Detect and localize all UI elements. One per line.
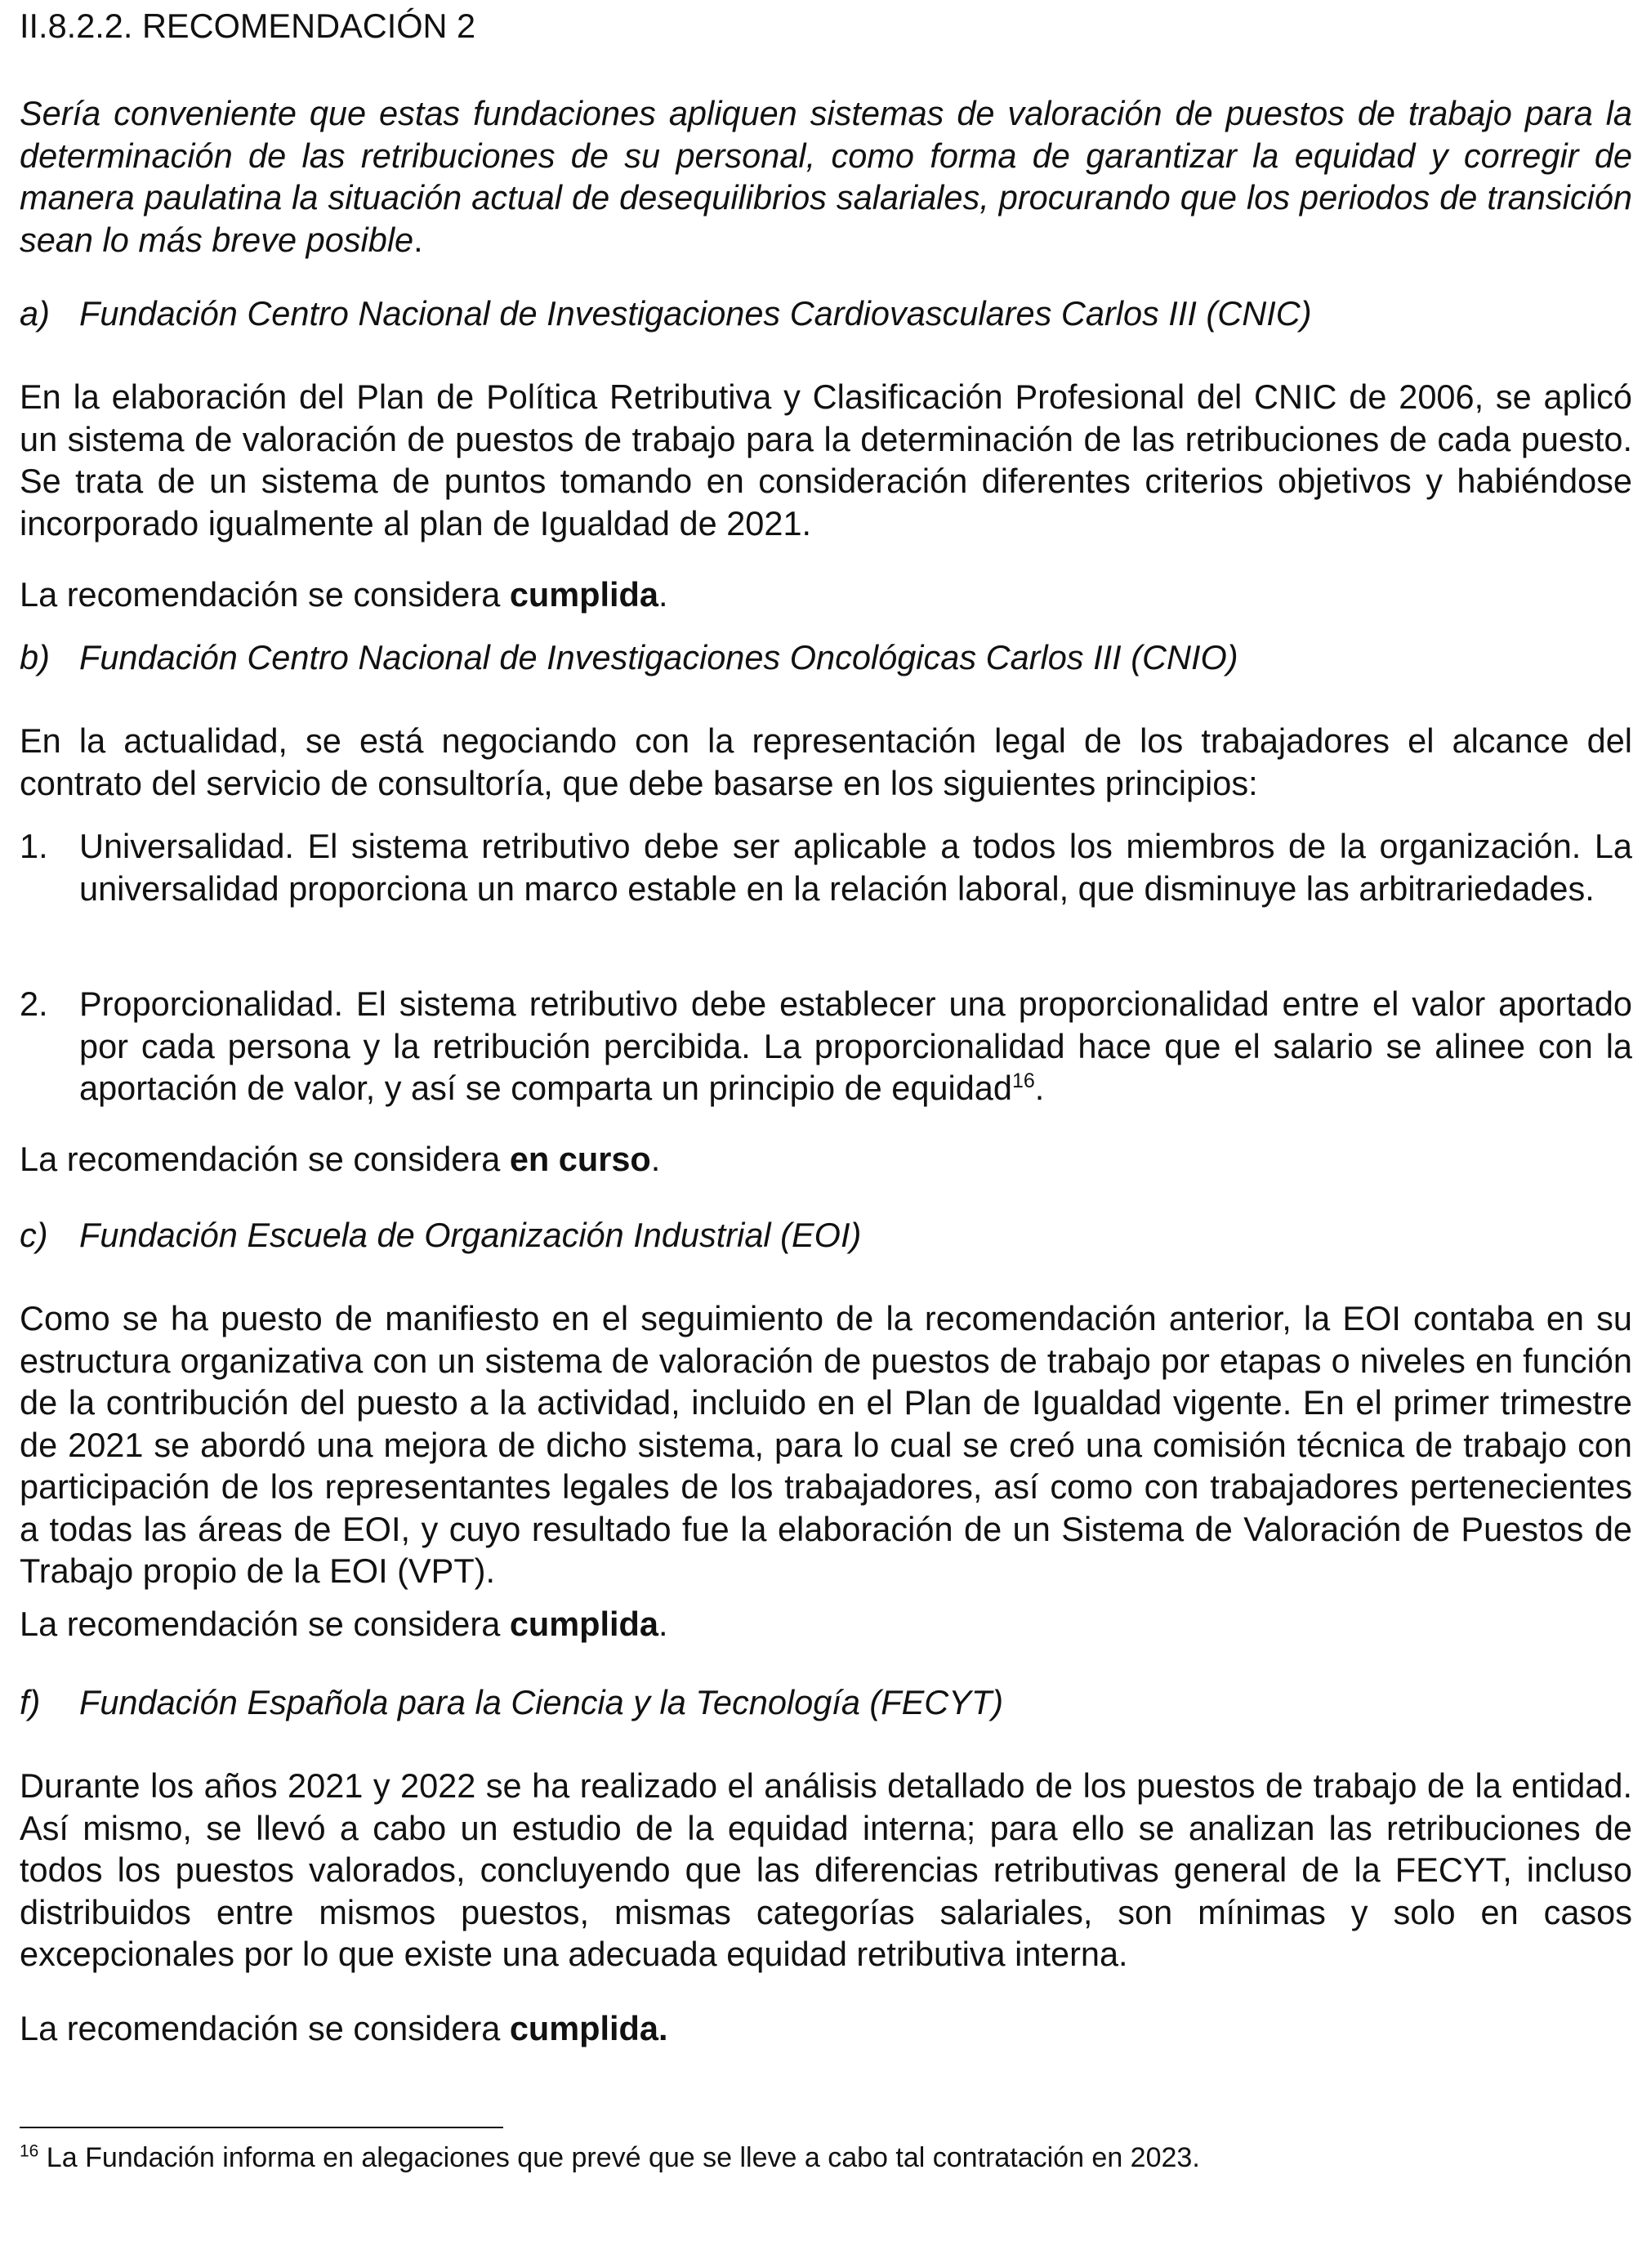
status-prefix: La recomendación se considera bbox=[20, 1140, 510, 1178]
status-prefix: La recomendación se considera bbox=[20, 1605, 510, 1643]
section-f-heading bbox=[20, 1681, 1632, 1724]
section-c-letter: c) bbox=[20, 1216, 48, 1254]
status-prefix: La recomendación se considera bbox=[20, 2009, 510, 2047]
status-value: cumplida. bbox=[509, 2009, 668, 2047]
section-b-paragraph: En la actualidad, se está negociando con la representación legal de los trabajadores el alcance del contrato del servicio de consultoría, que debe basarse en los siguientes principios: bbox=[20, 721, 1632, 802]
section-a-status: La recomendación se considera cumplida. bbox=[20, 575, 668, 614]
footnote-reference: 16 bbox=[1011, 1069, 1035, 1093]
footnote-divider bbox=[20, 2127, 503, 2128]
status-value: cumplida bbox=[509, 1605, 658, 1643]
section-a-letter: a) bbox=[20, 294, 50, 333]
section-a-paragraph: En la elaboración del Plan de Política Retributiva y Clasificación Profesional del CNIC de 2006, se aplicó un sistema de valoración de puestos de trabajo para la determinación de las retribuciones de cada puesto. Se trata de un sistema de puntos tomando en consideración diferentes criterios objetivos y habiéndose incorporado igualmente al plan de Igualdad de 2021. bbox=[20, 377, 1632, 542]
section-f-title: Fundación Española para la Ciencia y la Tecnología (FECYT) bbox=[79, 1683, 1004, 1721]
list-item bbox=[20, 825, 1632, 909]
section-c-heading bbox=[20, 1214, 1632, 1257]
section-b-letter: b) bbox=[20, 638, 50, 676]
footnote-number: 16 bbox=[20, 2141, 39, 2161]
status-prefix: La recomendación se considera bbox=[20, 575, 510, 614]
section-a-heading bbox=[20, 292, 1632, 335]
list-item: 2. Proporcionalidad. El sistema retributivo debe establecer una proporcionalidad entre el valor aportado por cada persona y la retribución percibida. La proporcionalidad hace que el salario se alinee con la aportación de valor, y así se comparta un principio de equidad$^{16}$. bbox=[20, 984, 1632, 1107]
section-c-paragraph: Como se ha puesto de manifiesto en el seguimiento de la recomendación anterior, la EOI contaba en su estructura organizativa con un sistema de valoración de puestos de trabajo por etapas o niveles en función de la contribución del puesto a la actividad, incluido en el Plan de Igualdad vigente. En el primer trimestre de 2021 se abordó una mejora de dicho sistema, para lo cual se creó una comisión técnica de trabajo con participación de los representantes legales de los trabajadores, así como con trabajadores pertenecientes a todas las áreas de EOI, y cuyo resultado fue la elaboración de un Sistema de Valoración de Puestos de Trabajo propio de la EOI (VPT). bbox=[20, 1299, 1632, 1590]
section-heading: II.8.2.2. RECOMENDACIÓN 2 bbox=[20, 7, 476, 45]
section-c-status: La recomendación se considera cumplida. bbox=[20, 1605, 668, 1643]
list-item-text: Proporcionalidad. El sistema retributivo debe establecer una proporcionalidad entre el valor aportado por cada persona y la retribución percibida. La proporcionalidad hace que el salario se alinee con la aportación de valor, y así se comparta un principio de equidad bbox=[79, 984, 1632, 1107]
section-b-title: Fundación Centro Nacional de Investigaciones Oncológicas Carlos III (CNIO) bbox=[79, 638, 1238, 676]
section-c-title: Fundación Escuela de Organización Industrial (EOI) bbox=[79, 1216, 862, 1254]
section-f-paragraph: Durante los años 2021 y 2022 se ha realizado el análisis detallado de los puestos de trabajo de la entidad. Así mismo, se llevó a cabo un estudio de la equidad interna; para ello se analizan las retribuciones de todos los puestos valorados, concluyendo que las diferencias retributivas general de la FECYT, incluso distribuidos entre mismos puestos, mismas categorías salariales, son mínimas y solo en casos excepcionales por lo que existe una adecuada equidad retributiva interna. bbox=[20, 1766, 1632, 1973]
section-a-title: Fundación Centro Nacional de Investigaciones Cardiovasculares Carlos III (CNIC) bbox=[79, 294, 1312, 333]
list-item-number: 1. bbox=[20, 827, 48, 865]
section-b-heading bbox=[20, 636, 1632, 679]
status-value: cumplida bbox=[509, 575, 658, 614]
footnote-text: La Fundación informa en alegaciones que prevé que se lleve a cabo tal contratación en 2023. bbox=[38, 2142, 1200, 2173]
footnote bbox=[20, 2141, 1200, 2175]
recommendation-text-body: Sería conveniente que estas fundaciones apliquen sistemas de valoración de puestos de trabajo para la determinación de las retribuciones de su personal, como forma de garantizar la equidad y corregir de manera paulatina la situación actual de desequilibrios salariales, procurando que los periodos de transición sean lo más breve posible bbox=[20, 94, 1632, 259]
section-b-status: La recomendación se considera en curso. bbox=[20, 1140, 661, 1178]
list-item-number: 2. bbox=[20, 984, 48, 1023]
list-item-text: Universalidad. El sistema retributivo debe ser aplicable a todos los miembros de la organización. La universalidad proporciona un marco estable en la relación laboral, que disminuye las arbitrariedades. bbox=[79, 827, 1632, 908]
recommendation-text-end: . bbox=[413, 220, 423, 259]
status-value: en curso bbox=[509, 1140, 651, 1178]
section-f-letter: f) bbox=[20, 1683, 41, 1721]
recommendation-text bbox=[20, 92, 1632, 261]
section-f-status bbox=[20, 2007, 1632, 2050]
